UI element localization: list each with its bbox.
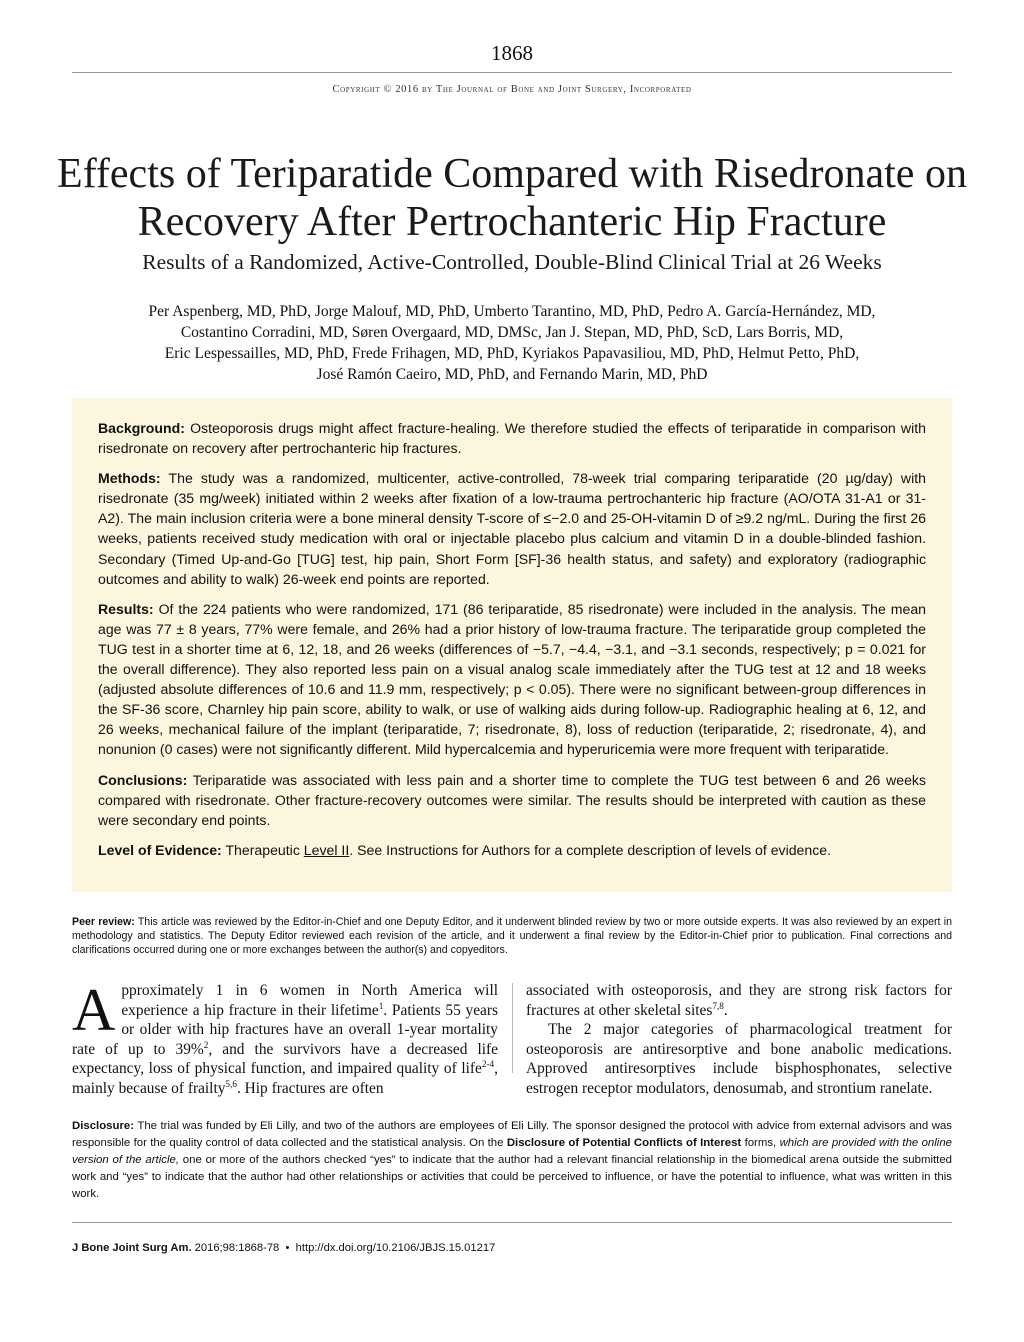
body-text-run: , mainly because of frailty: [72, 1060, 498, 1097]
background-text: Osteoporosis drugs might affect fracture-healing. We therefore studied the effects of teriparatide in comparison with risedronate on recovery after pertrochanteric hip fractures.: [98, 420, 926, 457]
disclosure-text: one or more of the authors checked “yes” to indicate that the author had a relevant financial relationship in the biomedical arena outside the submitted work and “yes” to indicate that the author had other relationships or activities that could be perceived to influence, or have the potential to influence, what was written in this work.: [72, 1154, 952, 1200]
copyright-line: Copyright © 2016 by The Journal of Bone and Joint Surgery, Incorporated: [332, 84, 692, 95]
footer-rule: [72, 1222, 952, 1223]
disclosure-text: The trial was funded by Eli Lilly, and two of the authors are employees of Eli Lilly. The sponsor designed the protocol with advice from external advisors and was responsible for the quality control of data collected and the statistical analysis. On the: [72, 1120, 952, 1149]
footer-citation: [72, 1242, 495, 1254]
abstract-background: [98, 418, 926, 458]
abstract-methods: [98, 468, 926, 589]
loe-post: . See Instructions for Authors for a complete description of levels of evidence.: [349, 841, 832, 858]
abstract-level-of-evidence: [98, 840, 926, 860]
doi-link[interactable]: http://dx.doi.org/10.2106/JBJS.15.01217: [295, 1242, 496, 1254]
citation-ref: 2-4: [481, 1059, 495, 1070]
body-text-run: . Hip fractures are often: [236, 1079, 384, 1097]
author-line: Costantino Corradini, MD, Søren Overgaard, MD, DMSc, Jan J. Stepan, MD, PhD, ScD, Lars Borris, MD,: [180, 324, 844, 341]
body-text-run: associated with osteoporosis, and they are strong risk factors for fractures at other skeletal sites: [526, 982, 952, 1019]
conclusions-text: Teriparatide was associated with less pain and a shorter time to complete the TUG test between 6 and 26 weeks compared with risedronate. Other fracture-recovery outcomes were similar. The results should be interpreted with caution as these were secondary end points.: [98, 771, 926, 828]
abstract-box: [72, 398, 952, 892]
footer-bullet: •: [285, 1242, 290, 1254]
page-number: 1868: [491, 41, 533, 65]
article-subtitle: Results of a Randomized, Active-Controlled, Double-Blind Clinical Trial at 26 Weeks: [142, 250, 882, 274]
background-label: Background:: [98, 420, 185, 436]
abstract-conclusions: [98, 770, 926, 830]
volume-pages: 2016;98:1868-78: [194, 1242, 280, 1254]
peer-review-text: This article was reviewed by the Editor-in-Chief and one Deputy Editor, and it underwent blinded review by two or more outside experts. It was also reviewed by an expert in methodology and statistics. The Deputy Editor reviewed each revision of the article, and it underwent a final review by the Editor-in-Chief prior to publication. Final corrections and clarifications occurred during one or more exchanges between the author(s) and copyeditors.: [72, 916, 952, 956]
body-paragraph: [526, 981, 952, 1020]
body-column-right: [526, 981, 952, 1099]
author-line: Per Aspenberg, MD, PhD, Jorge Malouf, MD, PhD, Umberto Tarantino, MD, PhD, Pedro A. García-Hernández, MD,: [148, 303, 876, 320]
methods-text: The study was a randomized, multicenter, active-controlled, 78-week trial comparing teriparatide (20 µg/day) with risedronate (35 mg/week) initiated within 2 weeks after fixation of a low-trauma pertrochanteric hip fracture (AO/OTA 31-A1 or 31-A2). The main inclusion criteria were a bone mineral density T-score of ≤−2.0 and 25-OH-vitamin D of ≥9.2 ng/mL. During the first 26 weeks, patients received study medication with oral or injectable placebo plus calcium and vitamin D in a double-blinded fashion. Secondary (Timed Up-and-Go [TUG] test, hip pain, Short Form [SF]-36 health status, and safety) and exploratory (radiographic outcomes and ability to walk) 26-week end points are reported.: [98, 470, 926, 587]
citation-ref: 1: [378, 1000, 384, 1011]
abstract-results: [98, 599, 926, 760]
journal-abbrev: J Bone Joint Surg Am.: [72, 1242, 192, 1254]
peer-review-note: [72, 915, 952, 957]
results-label: Results:: [98, 600, 154, 617]
level-ii-link[interactable]: Level II: [303, 841, 350, 858]
author-line: José Ramón Caeiro, MD, PhD, and Fernando Marin, MD, PhD: [316, 366, 708, 383]
body-text-run: .: [723, 1001, 728, 1019]
disclosure-text: forms,: [744, 1137, 777, 1149]
citation-ref: 5,6: [225, 1078, 237, 1089]
conclusions-label: Conclusions:: [98, 771, 188, 788]
disclosure-italic: which are provided with the online version of the article,: [72, 1137, 952, 1166]
body-column-left: [72, 977, 498, 1099]
results-text: Of the 224 patients who were randomized, 171 (86 teriparatide, 85 risedronate) were included in the analysis. The mean age was 77 ± 8 years, 77% were female, and 26% had a prior history of low-trauma fracture. The teriparatide group completed the TUG test in a shorter time at 6, 12, 18, and 26 weeks (differences of −5.7, −4.4, −3.1, and −3.1 seconds, respectively; p = 0.021 for the overall difference). They also reported less pain on a visual analog scale immediately after the TUG test at 12 and 18 weeks (adjusted absolute differences of 10.6 and 11.9 mm, respectively; p < 0.05). There were no significant between-group differences in the SF-36 score, Charnley hip pain score, ability to walk, or use of walking aids during follow-up. Radiographic healing at 6, 12, and 26 weeks, mechanical failure of the implant (teriparatide, 7; risedronate, 8), loss of reduction (teriparatide, 2; risedronate, 4), and nonunion (0 cases) were not significantly different. Mild hypercalcemia and hyperuricemia were more frequent with teriparatide.: [98, 600, 926, 758]
methods-label: Methods:: [98, 470, 161, 487]
body-paragraph: The 2 major categories of pharmacological treatment for osteoporosis are antiresorptive and bone anabolic medications. Approved antiresorptives include bisphosphonates, selective estrogen receptor modulators, denosumab, and strontium ranelate.: [526, 1021, 952, 1097]
header-rule: [72, 72, 952, 73]
body-text-run: , and the survivors have a decreased life expectancy, loss of physical function, and impaired quality of life: [72, 1040, 498, 1078]
article-title: [40, 150, 984, 246]
conflicts-form-link[interactable]: Disclosure of Potential Conflicts of Interest: [506, 1137, 742, 1149]
author-line: Eric Lespessailles, MD, PhD, Frede Frihagen, MD, PhD, Kyriakos Papavasiliou, MD, PhD, Helmut Petto, PhD,: [164, 345, 860, 362]
title-line-2: Recovery After Pertrochanteric Hip Fracture: [137, 199, 887, 245]
citation-ref: 2: [203, 1039, 209, 1050]
title-line-1: Effects of Teriparatide Compared with Risedronate on: [57, 151, 967, 197]
citation-ref: 7,8: [712, 1000, 724, 1011]
author-list: [80, 301, 944, 385]
body-text-run: pproximately 1 in 6 women in North America will experience a hip fracture in their lifetime: [121, 982, 498, 1019]
peer-review-label: Peer review:: [72, 916, 135, 928]
loe-label: Level of Evidence:: [98, 841, 222, 858]
disclosure-label: Disclosure:: [72, 1120, 135, 1132]
body-text-run: . Patients 55 years or older with hip fractures have an overall 1-year mortality rate of up to 39%: [72, 1001, 498, 1058]
loe-pre: Therapeutic: [225, 841, 300, 858]
column-divider: [512, 983, 513, 1073]
drop-cap: A: [72, 977, 116, 1043]
disclosure-note: [72, 1118, 952, 1203]
